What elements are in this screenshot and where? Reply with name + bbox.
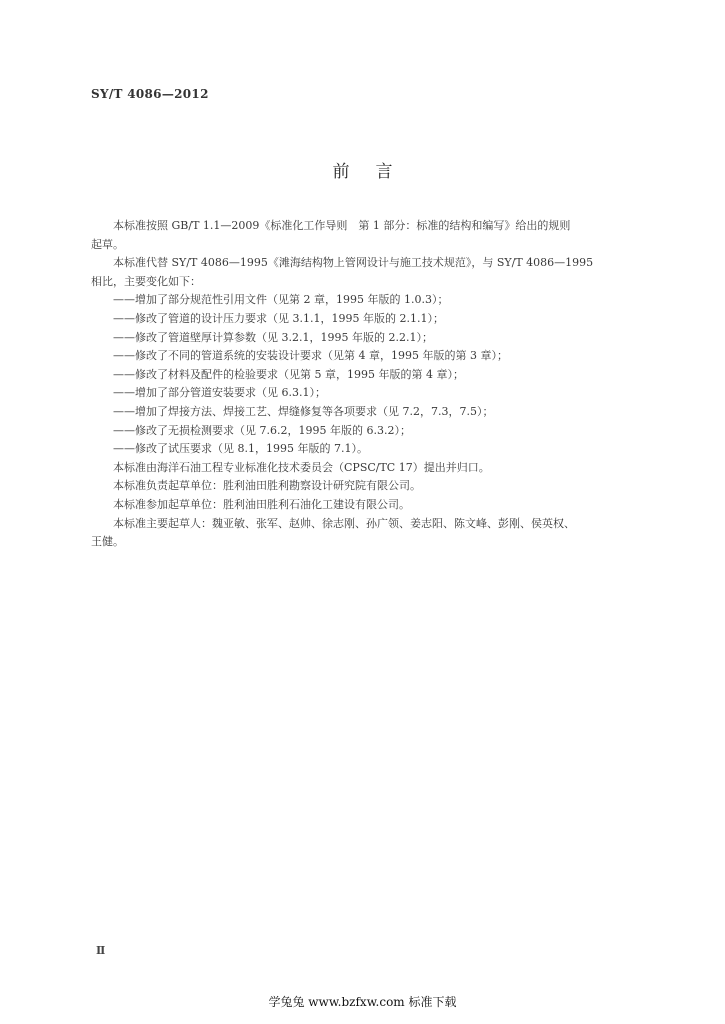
watermark-text: 学兔兔 www.bzfxw.com 标准下载 xyxy=(268,995,457,1009)
changes-list xyxy=(91,291,691,458)
list-item: ——增加了焊接方法、焊接工艺、焊缝修复等各项要求（见 7.2，7.3，7.5）； xyxy=(113,404,494,418)
page-number: Ⅱ xyxy=(96,944,106,957)
paragraph-replacement: 本标准代替 SY/T 4086—1995《滩海结构物上管网设计与施工技术规范》，与 SY/T 4086—1995 xyxy=(113,256,594,270)
paragraph-drafting-rule-cont: 起草。 xyxy=(91,237,124,251)
paragraph-drafting-rule: 本标准按照 GB/T 1.1—2009《标准化工作导则 第 1 部分：标准的结构和编写》给出的规则 xyxy=(113,219,571,232)
list-item: ——修改了管道壁厚计算参数（见 3.2.1，1995 年版的 2.2.1）； xyxy=(113,330,433,344)
list-item: ——修改了无损检测要求（见 7.6.2，1995 年版的 6.3.2）； xyxy=(113,423,411,437)
paragraph-participating-unit: 本标准参加起草单位：胜利油田胜利石油化工建设有限公司。 xyxy=(113,497,410,511)
paragraph-main-unit: 本标准负责起草单位：胜利油田胜利勘察设计研究院有限公司。 xyxy=(113,479,421,493)
list-item: ——增加了部分管道安装要求（见 6.3.1）； xyxy=(113,386,326,400)
paragraph-drafters: 本标准主要起草人：魏亚敏、张军、赵帅、徐志刚、孙广领、姜志阳、陈文峰、彭刚、侯英权、 xyxy=(113,516,575,530)
list-item: ——修改了管道的设计压力要求（见 3.1.1，1995 年版的 2.1.1）； xyxy=(113,311,444,325)
paragraph-proposer: 本标准由海洋石油工程专业标准化技术委员会（CPSC/TC 17）提出并归口。 xyxy=(113,460,490,474)
list-item: ——修改了材料及配件的检验要求（见第 5 章，1995 年版的第 4 章）； xyxy=(113,367,464,381)
list-item: ——修改了不同的管道系统的安装设计要求（见第 4 章，1995 年版的第 3 章）； xyxy=(113,349,508,363)
list-item: ——增加了部分规范性引用文件（见第 2 章，1995 年版的 1.0.3）； xyxy=(113,293,449,307)
standard-code: SY/T 4086—2012 xyxy=(91,87,209,101)
list-item: ——修改了试压要求（见 8.1，1995 年版的 7.1）。 xyxy=(113,442,368,456)
paragraph-replacement-cont: 相比，主要变化如下： xyxy=(91,274,201,288)
foreword-body xyxy=(91,217,691,552)
page-title: 前言 xyxy=(332,162,419,182)
paragraph-drafters-cont: 王健。 xyxy=(91,535,124,549)
